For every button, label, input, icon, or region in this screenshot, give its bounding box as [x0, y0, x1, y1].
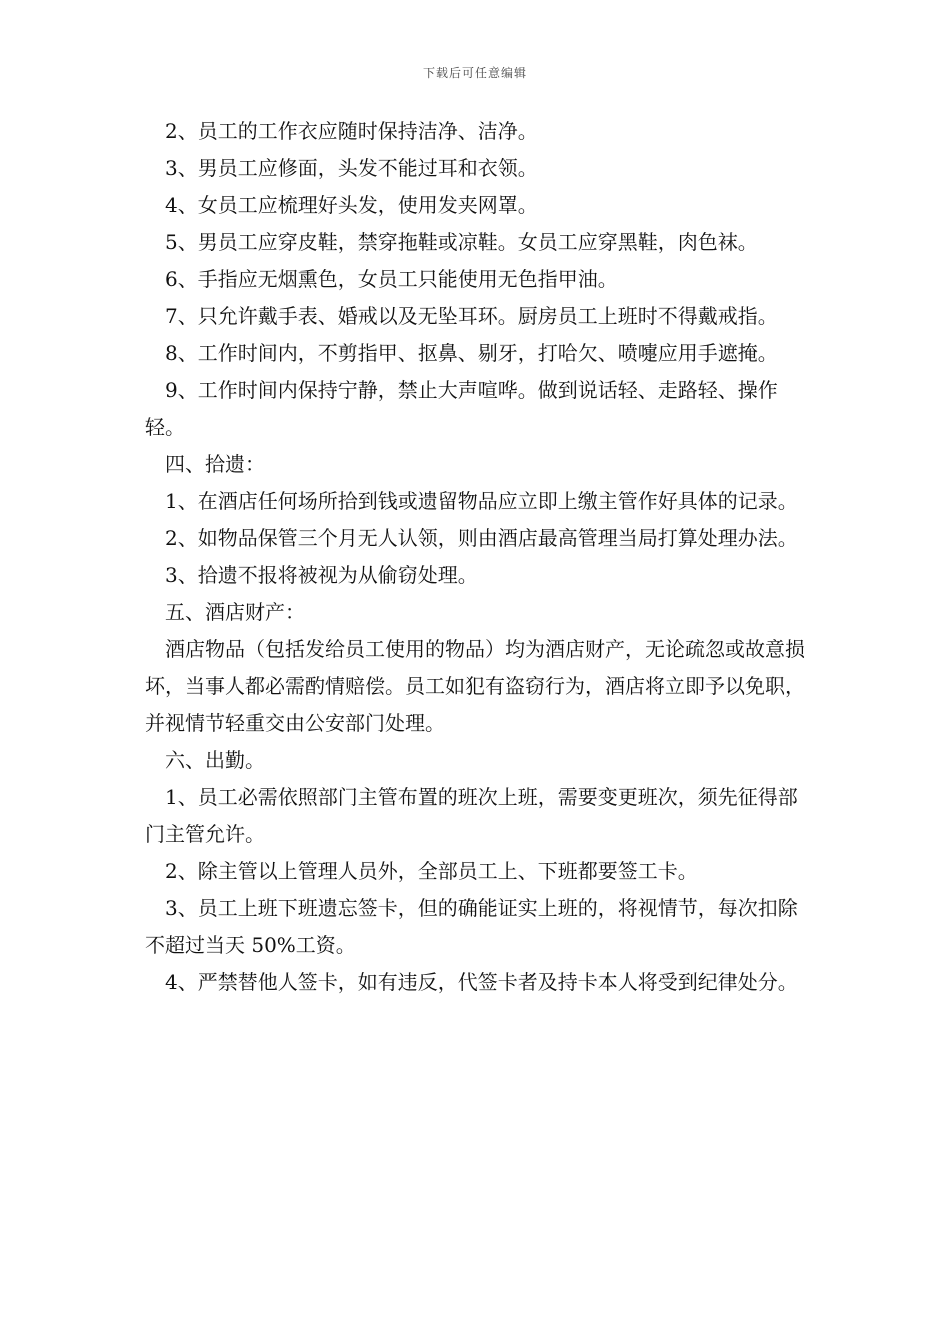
paragraph: 6、手指应无烟熏色，女员工只能使用无色指甲油。 — [165, 267, 618, 291]
paragraph: 4、严禁替他人签卡，如有违反，代签卡者及持卡本人将受到纪律处分。 — [165, 970, 798, 994]
section-heading: 五、酒店财产： — [165, 600, 305, 624]
page-header: 下载后可任意编辑 — [422, 66, 527, 80]
paragraph: 9、工作时间内保持宁静，禁止大声喧哗。做到说话轻、走路轻、操作轻。 — [145, 378, 778, 439]
paragraph: 1、在酒店任何场所拾到钱或遗留物品应立即上缴主管作好具体的记录。 — [165, 489, 798, 513]
paragraph: 3、男员工应修面，头发不能过耳和衣领。 — [165, 156, 538, 180]
paragraph: 2、如物品保管三个月无人认领，则由酒店最高管理当局打算处理办法。 — [165, 526, 798, 550]
paragraph: 2、员工的工作衣应随时保持洁净、洁净。 — [165, 119, 538, 143]
section-heading: 六、出勤。 — [165, 748, 265, 772]
paragraph: 3、拾遗不报将被视为从偷窃处理。 — [165, 563, 478, 587]
paragraph: 1、员工必需依照部门主管布置的班次上班，需要变更班次，须先征得部门主管允许。 — [145, 785, 798, 846]
paragraph: 8、工作时间内，不剪指甲、抠鼻、剔牙，打哈欠、喷嚏应用手遮掩。 — [165, 341, 778, 365]
document-body — [145, 113, 815, 1001]
paragraph: 4、女员工应梳理好头发，使用发夹网罩。 — [165, 193, 538, 217]
paragraph: 7、只允许戴手表、婚戒以及无坠耳环。厨房员工上班时不得戴戒指。 — [165, 304, 778, 328]
section-heading: 四、拾遗： — [165, 452, 265, 476]
paragraph: 酒店物品（包括发给员工使用的物品）均为酒店财产，无论疏忽或故意损坏，当事人都必需酌情赔偿。员工如犯有盗窃行为，酒店将立即予以免职，并视情节轻重交由公安部门处理。 — [145, 637, 805, 735]
paragraph: 5、男员工应穿皮鞋，禁穿拖鞋或凉鞋。女员工应穿黑鞋，肉色袜。 — [165, 230, 758, 254]
paragraph: 3、员工上班下班遗忘签卡，但的确能证实上班的，将视情节，每次扣除不超过当天 50%工资。 — [145, 896, 798, 957]
paragraph: 2、除主管以上管理人员外，全部员工上、下班都要签工卡。 — [165, 859, 698, 883]
